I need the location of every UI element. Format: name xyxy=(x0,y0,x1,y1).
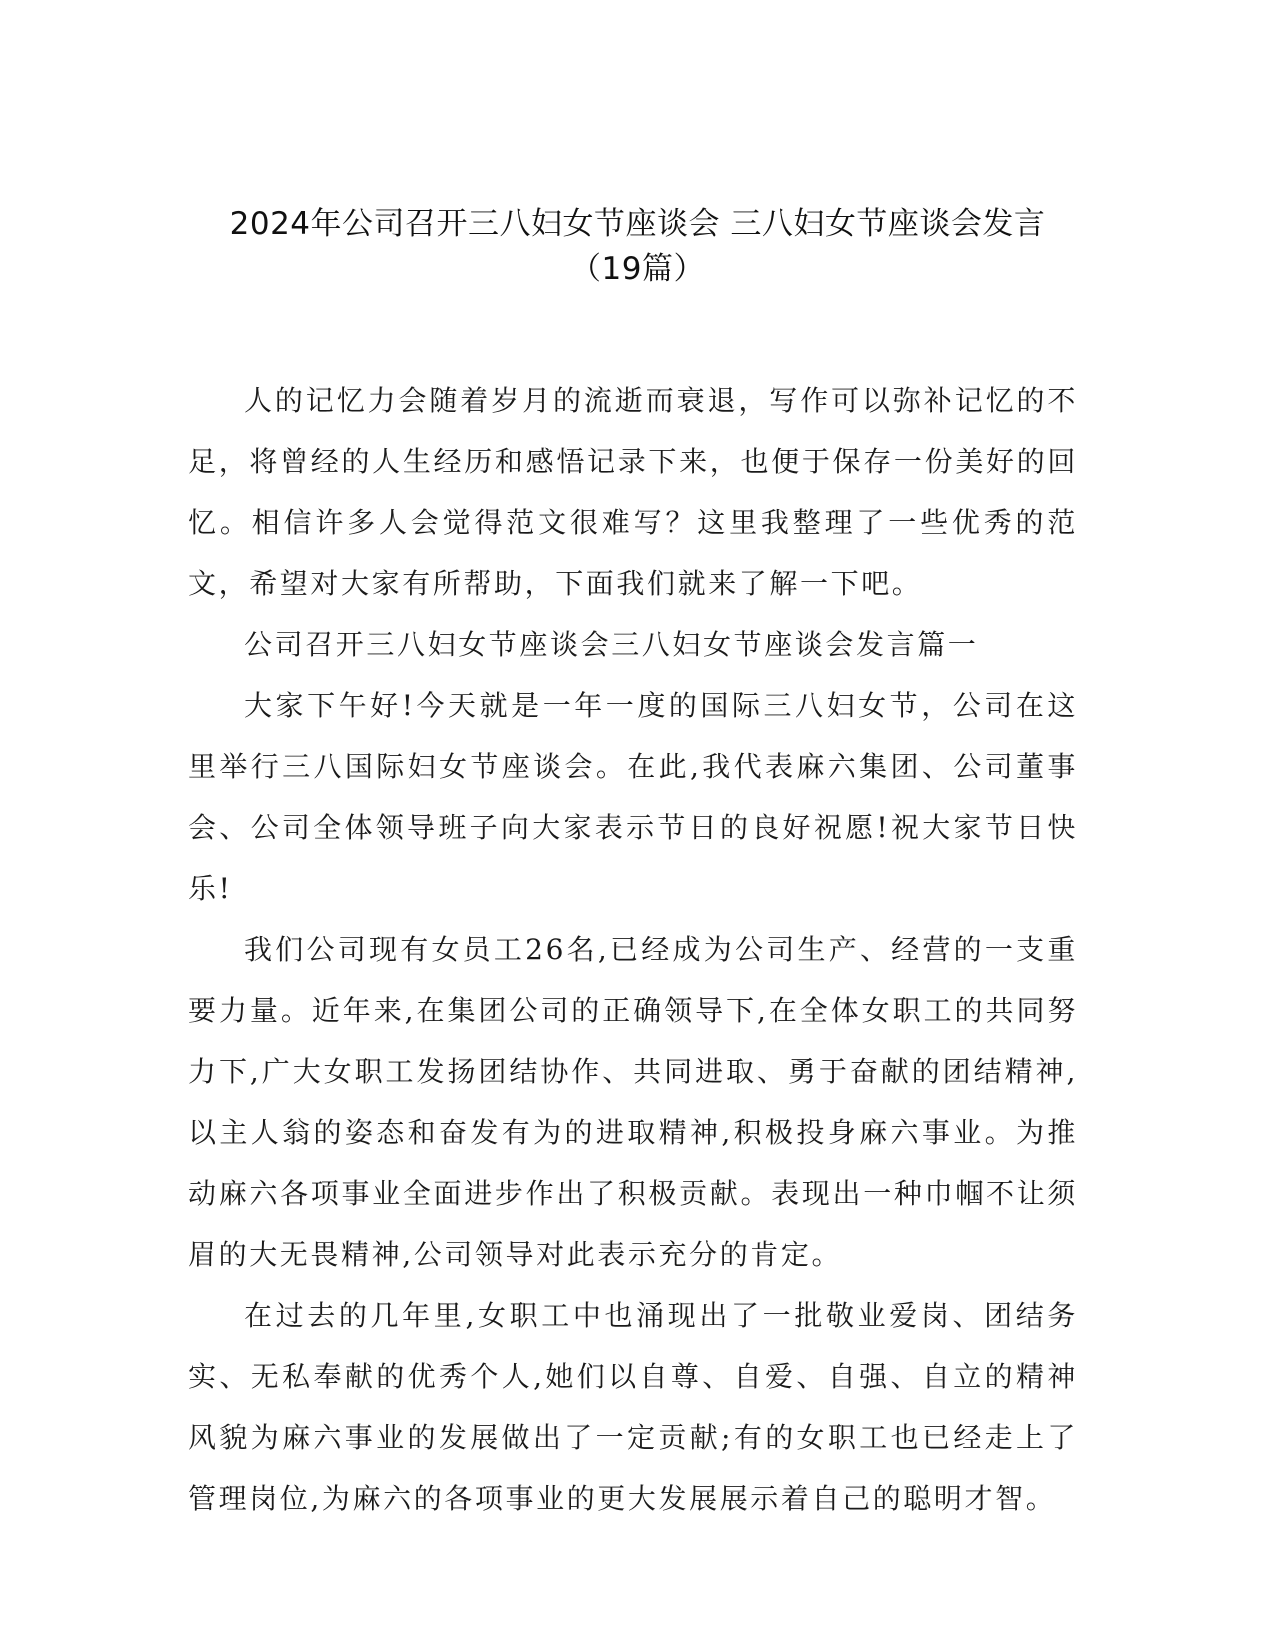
paragraph-greeting: 大家下午好!今天就是一年一度的国际三八妇女节，公司在这里举行三八国际妇女节座谈会。在此,我代表麻六集团、公司董事会、公司全体领导班子向大家表示节日的良好祝愿!祝大家节日快乐! xyxy=(188,689,1078,905)
title-line-2: （19篇） xyxy=(570,251,705,287)
paragraph-intro: 人的记忆力会随着岁月的流逝而衰退，写作可以弥补记忆的不足，将曾经的人生经历和感悟记录下来，也便于保存一份美好的回忆。相信许多人会觉得范文很难写？这里我整理了一些优秀的范文，希望对大家有所帮助，下面我们就来了解一下吧。 xyxy=(188,384,1078,600)
paragraph-achievements: 在过去的几年里,女职工中也涌现出了一批敬业爱岗、团结务实、无私奉献的优秀个人,她们以自尊、自爱、自强、自立的精神风貌为麻六事业的发展做出了一定贡献;有的女职工也已经走上了管理岗位,为麻六的各项事业的更大发展展示着自己的聪明才智。 xyxy=(188,1299,1078,1515)
title-line-1: 2024年公司召开三八妇女节座谈会 三八妇女节座谈会发言 xyxy=(229,206,1046,242)
document-body xyxy=(188,370,1078,1529)
section-heading-1: 公司召开三八妇女节座谈会三八妇女节座谈会发言篇一 xyxy=(244,628,979,661)
document-title xyxy=(180,202,1095,292)
paragraph-staff: 我们公司现有女员工26名,已经成为公司生产、经营的一支重要力量。近年来,在集团公司的正确领导下,在全体女职工的共同努力下,广大女职工发扬团结协作、共同进取、勇于奋献的团结精神,以主人翁的姿态和奋发有为的进取精神,积极投身麻六事业。为推动麻六各项事业全面进步作出了积极贡献。表现出一种巾帼不让须眉的大无畏精神,公司领导对此表示充分的肯定。 xyxy=(188,933,1078,1271)
